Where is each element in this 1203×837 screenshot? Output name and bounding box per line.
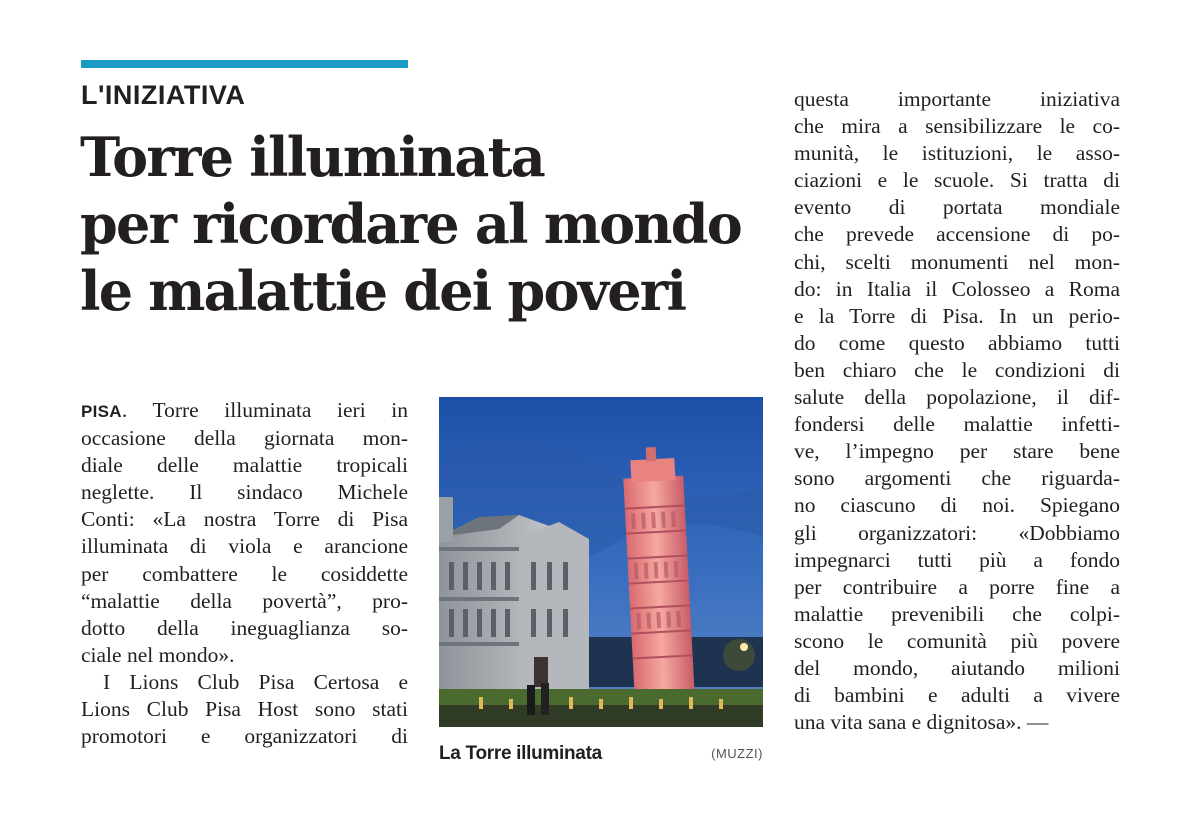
text-line: scono le comunità più povere xyxy=(794,628,1120,653)
article-column-3 xyxy=(794,86,1120,736)
text-line: malattie prevenibili che colpi- xyxy=(794,601,1120,626)
text-line: ben chiaro che le condizioni di xyxy=(794,357,1120,382)
text-line: diale delle malattie tropicali xyxy=(81,453,408,478)
text-line: Lions Club Pisa Host sono stati xyxy=(81,697,408,722)
text-line: dotto della ineguaglianza so- xyxy=(81,615,408,640)
text-line: PISA. Torre illuminata ieri in xyxy=(81,398,408,422)
photo-caption xyxy=(439,743,763,765)
text-line: del mondo, aiutando milioni xyxy=(794,655,1120,680)
text-line: sono argomenti che riguarda- xyxy=(794,466,1120,491)
headline-line: Torre illuminata xyxy=(80,125,544,189)
section-rule xyxy=(81,60,408,68)
text-line: gli organizzatori: «Dobbiamo xyxy=(794,520,1120,545)
text-line: evento di portata mondiale xyxy=(794,195,1120,220)
article-column-1 xyxy=(81,397,408,750)
text-line: do: in Italia il Colosseo a Roma xyxy=(794,276,1120,301)
text-line: impegnarci tutti più a fondo xyxy=(794,547,1120,572)
text-line: I Lions Club Pisa Certosa e xyxy=(103,669,408,694)
text-line: neglette. Il sindaco Michele xyxy=(81,480,408,505)
text-line: ve, l’impegno per stare bene xyxy=(794,439,1120,464)
text-line: questa importante iniziativa xyxy=(794,87,1120,111)
text-line: Conti: «La nostra Torre di Pisa xyxy=(81,507,408,532)
text-line: “malattie della povertà”, pro- xyxy=(81,588,408,613)
text-line: e la Torre di Pisa. In un perio- xyxy=(794,303,1120,328)
dateline: PISA xyxy=(81,402,122,421)
text-line: promotori e organizzatori di xyxy=(81,724,408,749)
text-line: ciale nel mondo». xyxy=(81,642,235,667)
text-line: illuminata di viola e arancione xyxy=(81,534,408,559)
text-line: per contribuire a porre fine a xyxy=(794,574,1120,599)
kicker: L'INIZIATIVA xyxy=(81,80,246,110)
text-line: una vita sana e dignitosa». — xyxy=(794,710,1049,735)
text-line: do come questo abbiamo tutti xyxy=(794,330,1120,355)
headline xyxy=(80,124,770,325)
text-line: fondersi delle malattie infetti- xyxy=(794,412,1120,437)
text-line: occasione della giornata mon- xyxy=(81,426,408,451)
text-line: munità, le istituzioni, le asso- xyxy=(794,141,1120,166)
text-line: ciazioni e le scuole. Si tratta di xyxy=(794,168,1120,193)
photo-torre-illuminata xyxy=(439,397,763,727)
headline-line: le malattie dei poveri xyxy=(80,259,686,323)
text-line: salute della popolazione, il dif- xyxy=(794,385,1120,410)
text-line: per combattere le cosiddette xyxy=(81,561,408,586)
headline-line: per ricordare al mondo xyxy=(80,192,741,256)
caption-text: La Torre illuminata xyxy=(439,743,602,764)
photo-credit: (MUZZI) xyxy=(711,746,763,761)
text-line: no ciascuno di noi. Spiegano xyxy=(794,493,1120,518)
text-line: di bambini e adulti a vivere xyxy=(794,683,1120,708)
text-line: che mira a sensibilizzare le co- xyxy=(794,114,1120,139)
text-line: chi, scelti monumenti nel mon- xyxy=(794,249,1120,274)
text-line: che prevede accensione di po- xyxy=(794,222,1120,247)
